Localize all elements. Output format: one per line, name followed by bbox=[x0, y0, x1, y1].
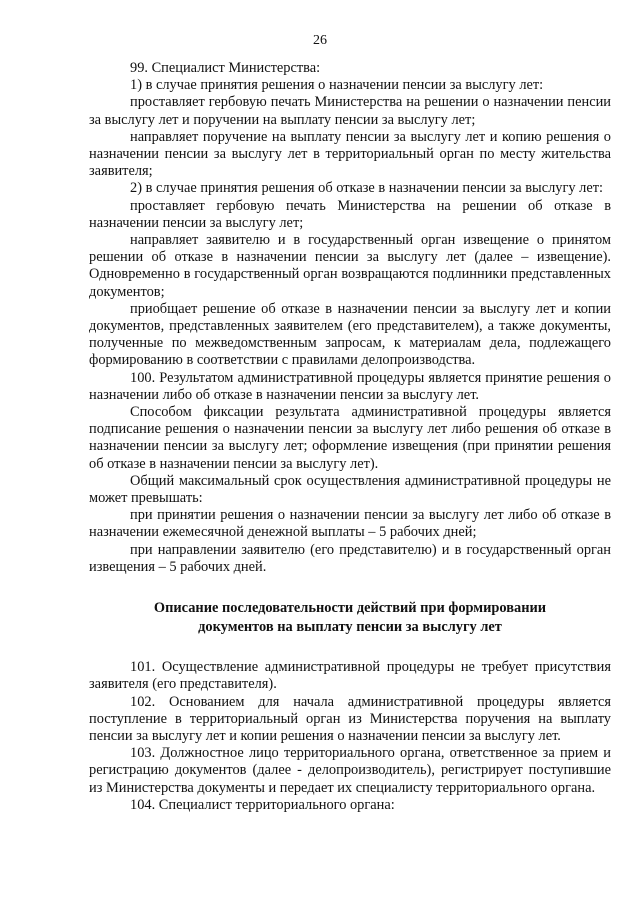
paragraph-max-term: Общий максимальный срок осуществления административной процедуры не может превышать: bbox=[89, 472, 611, 507]
paragraph-99: 99. Специалист Министерства: bbox=[130, 60, 321, 76]
paragraph-term-notice: при направлении заявителю (его представителю) и в государственный орган извещения – 5 рабочих дней. bbox=[89, 541, 611, 575]
paragraph-term-decision: при принятии решения о назначении пенсии за выслугу лет либо об отказе в назначении ежемесячной денежной выплаты – 5 рабочих дней; bbox=[89, 507, 611, 541]
paragraph-104: 104. Специалист территориального органа: bbox=[130, 796, 395, 813]
paragraph-stamp-decision: проставляет гербовую печать Министерства на решении о назначении пенсии за выслугу лет и поручении на выплату пенсии за выслугу лет; bbox=[89, 94, 611, 128]
paragraph-send-order: направляет поручение на выплату пенсии за выслугу лет и копию решения о назначении пенсии за выслугу лет в территориальный орган по месту жительства заявителя; bbox=[89, 128, 611, 180]
section-heading bbox=[89, 599, 611, 637]
paragraph-101: 101. Осуществление административной процедуры не требует присутствия заявителя (его представителя). bbox=[89, 659, 611, 693]
body-text bbox=[89, 60, 611, 814]
section-heading-line-1: Описание последовательности действий при формировании bbox=[153, 600, 547, 617]
paragraph-103: 103. Должностное лицо территориального органа, ответственное за прием и регистрацию документов (далее - делопроизводитель), регистрирует поступившие из Министерства документы и передает их специалисту территориального органа. bbox=[89, 745, 611, 796]
paragraph-99-item-2: 2) в случае принятия решения об отказе в назначении пенсии за выслугу лет: bbox=[130, 180, 604, 197]
paragraph-100: 100. Результатом административной процедуры является принятие решения о назначении либо об отказе в назначении пенсии за выслугу лет. bbox=[89, 369, 611, 403]
paragraph-102: 102. Основанием для начала административной процедуры является поступление в территориальный орган из Министерства поручения на выплату пенсии за выслугу лет и копии решения о назначении пенсии за выслугу лет. bbox=[89, 693, 611, 744]
paragraph-send-notice: направляет заявителю и в государственный орган извещение о принятом решении об отказе в назначении пенсии за выслугу лет (далее – извещение). Одновременно в государственный орган возвращаются подлинники представленных документов; bbox=[89, 232, 611, 300]
paragraph-attach-documents: приобщает решение об отказе в назначении пенсии за выслугу лет и копии документов, представленных заявителем (его представителем), а также документы, полученные по межведомственным запросам, к материалам дела, подлежащего формированию в соответствии с правилами делопроизводства. bbox=[89, 300, 611, 369]
page-number: 26 bbox=[313, 33, 327, 48]
section-heading-line-2: документов на выплату пенсии за выслугу лет bbox=[198, 619, 502, 636]
paragraph-fixation-method: Способом фиксации результата административной процедуры является подписание решения о назначении пенсии за выслугу лет либо решения об отказе в назначении пенсии за выслугу лет; оформление извещения (при принятии решения об отказе в назначении пенсии за выслугу лет). bbox=[89, 404, 611, 472]
paragraph-stamp-refusal: проставляет гербовую печать Министерства на решении об отказе в назначении пенсии за выслугу лет; bbox=[89, 197, 611, 231]
paragraph-99-item-1: 1) в случае принятия решения о назначении пенсии за выслугу лет: bbox=[130, 77, 544, 94]
